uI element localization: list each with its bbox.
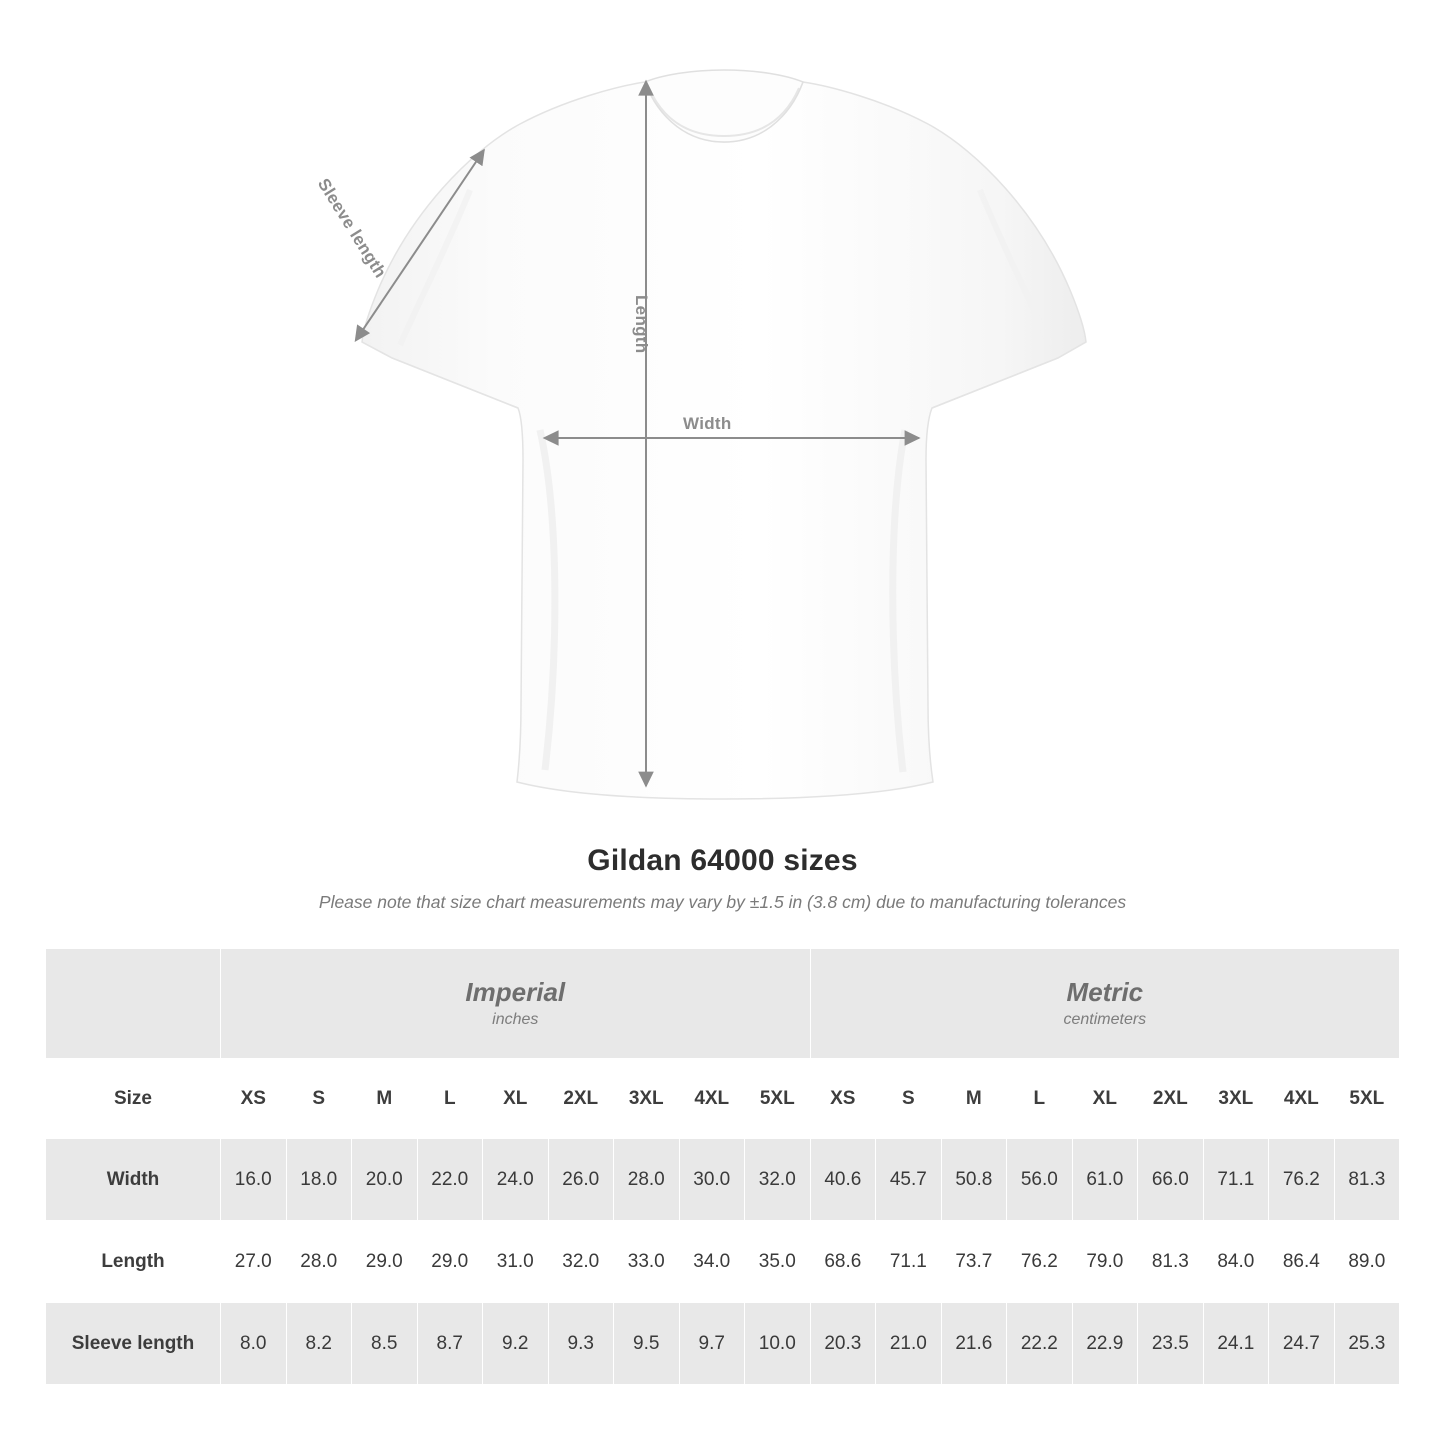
cell-sleeve-metric-xl: 22.9 <box>1072 1303 1138 1385</box>
size-chart-table <box>45 948 1400 1385</box>
cell-length-imperial-5xl: 35.0 <box>745 1221 811 1303</box>
cell-width-metric-l: 56.0 <box>1007 1139 1073 1221</box>
cell-sleeve-metric-5xl: 25.3 <box>1334 1303 1400 1385</box>
cell-length-imperial-xs: 27.0 <box>221 1221 287 1303</box>
cell-width-metric-4xl: 76.2 <box>1269 1139 1335 1221</box>
cell-sleeve-imperial-m: 8.5 <box>352 1303 418 1385</box>
size-table-wrapper <box>45 948 1400 1385</box>
cell-sleeve-imperial-xl: 9.2 <box>483 1303 549 1385</box>
size-header-imperial-l: L <box>417 1059 483 1139</box>
cell-width-imperial-m: 20.0 <box>352 1139 418 1221</box>
cell-width-metric-xl: 61.0 <box>1072 1139 1138 1221</box>
unit-header-metric <box>810 949 1400 1059</box>
cell-length-metric-xl: 79.0 <box>1072 1221 1138 1303</box>
tolerance-note: Please note that size chart measurements may vary by ±1.5 in (3.8 cm) due to manufacturing tolerances <box>318 892 1127 912</box>
cell-width-imperial-3xl: 28.0 <box>614 1139 680 1221</box>
size-header-imperial-xl: XL <box>483 1059 549 1139</box>
row-label-sleeve-length: Sleeve length <box>46 1303 221 1385</box>
table-row-sleeve-length <box>46 1303 1400 1385</box>
cell-length-imperial-2xl: 32.0 <box>548 1221 614 1303</box>
cell-sleeve-imperial-4xl: 9.7 <box>679 1303 745 1385</box>
cell-width-metric-5xl: 81.3 <box>1334 1139 1400 1221</box>
size-header-metric-xs: XS <box>810 1059 876 1139</box>
size-header-metric-s: S <box>876 1059 942 1139</box>
size-header-metric-3xl: 3XL <box>1203 1059 1269 1139</box>
table-corner-cell <box>46 949 221 1059</box>
cell-length-metric-m: 73.7 <box>941 1221 1007 1303</box>
cell-length-metric-5xl: 89.0 <box>1334 1221 1400 1303</box>
cell-width-imperial-xs: 16.0 <box>221 1139 287 1221</box>
sleeve-length-label: Sleeve length <box>313 175 391 282</box>
cell-length-imperial-3xl: 33.0 <box>614 1221 680 1303</box>
size-header-imperial-m: M <box>352 1059 418 1139</box>
size-header-imperial-2xl: 2XL <box>548 1059 614 1139</box>
cell-sleeve-metric-2xl: 23.5 <box>1138 1303 1204 1385</box>
size-header-metric-l: L <box>1007 1059 1073 1139</box>
page-title: Gildan 64000 sizes <box>587 844 858 877</box>
cell-sleeve-imperial-s: 8.2 <box>286 1303 352 1385</box>
cell-width-imperial-5xl: 32.0 <box>745 1139 811 1221</box>
size-header-imperial-xs: XS <box>221 1059 287 1139</box>
cell-width-imperial-2xl: 26.0 <box>548 1139 614 1221</box>
unit-name-metric: Metric <box>1066 977 1144 1008</box>
cell-length-metric-l: 76.2 <box>1007 1221 1073 1303</box>
cell-width-metric-2xl: 66.0 <box>1138 1139 1204 1221</box>
cell-sleeve-metric-m: 21.6 <box>941 1303 1007 1385</box>
size-header-imperial-4xl: 4XL <box>679 1059 745 1139</box>
cell-length-metric-2xl: 81.3 <box>1138 1221 1204 1303</box>
width-label: Width <box>683 414 732 433</box>
size-header-imperial-5xl: 5XL <box>745 1059 811 1139</box>
cell-sleeve-imperial-l: 8.7 <box>417 1303 483 1385</box>
cell-length-metric-3xl: 84.0 <box>1203 1221 1269 1303</box>
unit-sub-imperial: inches <box>492 1010 539 1028</box>
cell-width-metric-s: 45.7 <box>876 1139 942 1221</box>
cell-sleeve-metric-xs: 20.3 <box>810 1303 876 1385</box>
row-label-width: Width <box>46 1139 221 1221</box>
cell-length-metric-4xl: 86.4 <box>1269 1221 1335 1303</box>
cell-sleeve-imperial-2xl: 9.3 <box>548 1303 614 1385</box>
cell-length-imperial-s: 28.0 <box>286 1221 352 1303</box>
cell-length-imperial-4xl: 34.0 <box>679 1221 745 1303</box>
length-label: Length <box>632 295 651 354</box>
cell-sleeve-metric-4xl: 24.7 <box>1269 1303 1335 1385</box>
size-header-metric-m: M <box>941 1059 1007 1139</box>
size-header-metric-5xl: 5XL <box>1334 1059 1400 1139</box>
shirt-body-shape <box>362 70 1086 799</box>
cell-sleeve-metric-3xl: 24.1 <box>1203 1303 1269 1385</box>
cell-width-imperial-l: 22.0 <box>417 1139 483 1221</box>
size-header-metric-2xl: 2XL <box>1138 1059 1204 1139</box>
table-row-length <box>46 1221 1400 1303</box>
unit-header-row <box>46 949 1400 1059</box>
unit-name-imperial: Imperial <box>465 977 566 1008</box>
cell-length-imperial-l: 29.0 <box>417 1221 483 1303</box>
unit-sub-metric: centimeters <box>1063 1010 1147 1028</box>
size-header-imperial-s: S <box>286 1059 352 1139</box>
size-header-metric-4xl: 4XL <box>1269 1059 1335 1139</box>
cell-width-imperial-4xl: 30.0 <box>679 1139 745 1221</box>
size-row-label: Size <box>46 1059 221 1139</box>
cell-length-metric-xs: 68.6 <box>810 1221 876 1303</box>
size-header-metric-xl: XL <box>1072 1059 1138 1139</box>
cell-width-metric-3xl: 71.1 <box>1203 1139 1269 1221</box>
size-header-row <box>46 1059 1400 1139</box>
cell-sleeve-metric-s: 21.0 <box>876 1303 942 1385</box>
cell-sleeve-metric-l: 22.2 <box>1007 1303 1073 1385</box>
cell-sleeve-imperial-3xl: 9.5 <box>614 1303 680 1385</box>
cell-width-metric-m: 50.8 <box>941 1139 1007 1221</box>
cell-length-metric-s: 71.1 <box>876 1221 942 1303</box>
size-header-imperial-3xl: 3XL <box>614 1059 680 1139</box>
unit-header-imperial <box>221 949 811 1059</box>
cell-sleeve-imperial-xs: 8.0 <box>221 1303 287 1385</box>
cell-length-imperial-xl: 31.0 <box>483 1221 549 1303</box>
cell-width-metric-xs: 40.6 <box>810 1139 876 1221</box>
row-label-length: Length <box>46 1221 221 1303</box>
table-row-width <box>46 1139 1400 1221</box>
cell-sleeve-imperial-5xl: 10.0 <box>745 1303 811 1385</box>
cell-width-imperial-xl: 24.0 <box>483 1139 549 1221</box>
cell-length-imperial-m: 29.0 <box>352 1221 418 1303</box>
cell-width-imperial-s: 18.0 <box>286 1139 352 1221</box>
